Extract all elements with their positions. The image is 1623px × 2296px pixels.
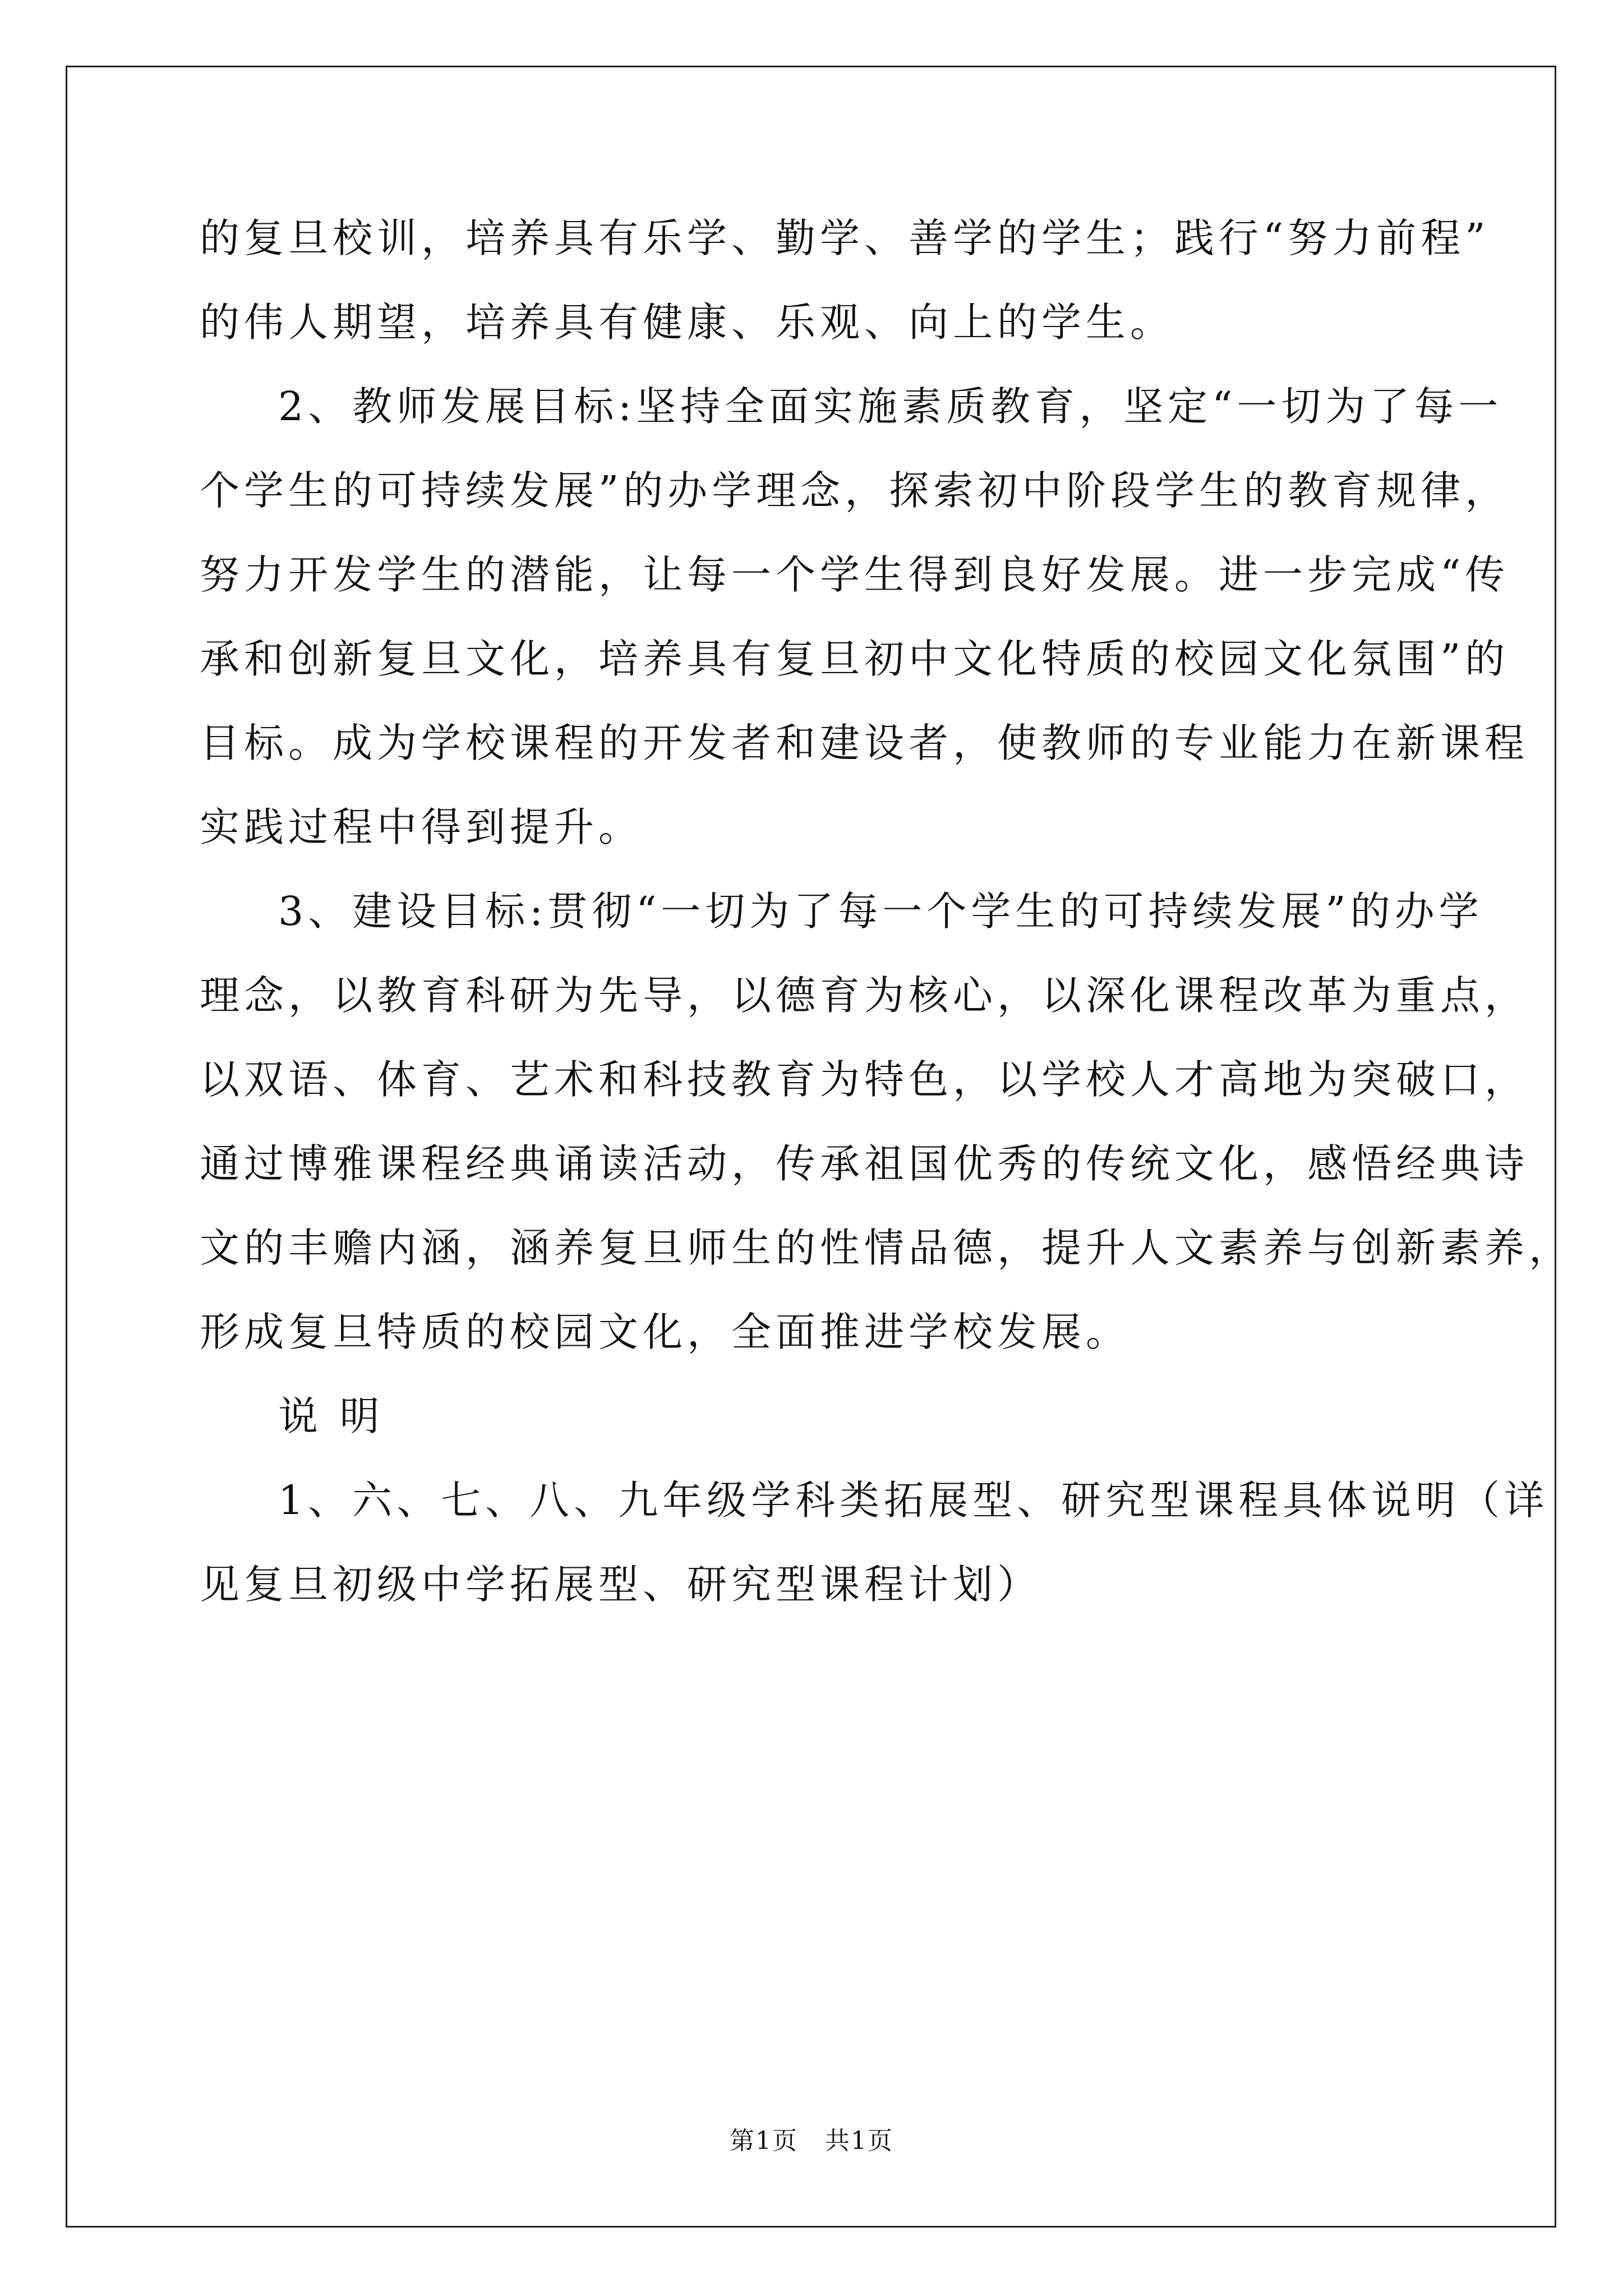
text-line: 以双语、体育、艺术和科技教育为特色，以学校人才高地为突破口， <box>200 1056 1529 1103</box>
page-footer <box>0 2120 1623 2156</box>
page-number-current: 第1页 <box>730 2127 798 2155</box>
text-line: 见复旦初级中学拓展型、研究型课程计划） <box>200 1561 1042 1608</box>
text-line: 1、六、七、八、九年级学科类拓展型、研究型课程具体说明（详 <box>278 1477 1549 1524</box>
text-line: 2、教师发展目标:坚持全面实施素质教育，坚定“一切为了每一 <box>278 383 1503 430</box>
text-line: 的伟人期望，培养具有健康、乐观、向上的学生。 <box>200 299 1175 346</box>
text-line: 承和创新复旦文化，培养具有复旦初中文化特质的校园文化氛围”的 <box>200 636 1510 682</box>
document-body <box>200 196 1574 1627</box>
text-line: 文的丰赡内涵，涵养复旦师生的性情品德，提升人文素养与创新素养， <box>200 1225 1574 1271</box>
text-line: 的复旦校训，培养具有乐学、勤学、善学的学生；践行“努力前程” <box>200 215 1490 261</box>
text-line: 3、建设目标:贯彻“一切为了每一个学生的可持续发展”的办学 <box>278 888 1483 935</box>
page-number-total: 共1页 <box>825 2127 893 2155</box>
text-line: 通过博雅课程经典诵读活动，传承祖国优秀的传统文化，感悟经典诗 <box>200 1140 1529 1187</box>
text-line: 努力开发学生的潜能，让每一个学生得到良好发展。进一步完成“传 <box>200 551 1510 598</box>
text-line: 理念，以教育科研为先导，以德育为核心，以深化课程改革为重点， <box>200 972 1529 1019</box>
text-line: 实践过程中得到提升。 <box>200 804 643 850</box>
section-heading: 说 明 <box>278 1393 384 1439</box>
text-line: 个学生的可持续发展”的办学理念，探索初中阶段学生的教育规律， <box>200 467 1510 514</box>
text-line: 形成复旦特质的校园文化，全面推进学校发展。 <box>200 1309 1131 1355</box>
text-line: 目标。成为学校课程的开发者和建设者，使教师的专业能力在新课程 <box>200 720 1529 766</box>
